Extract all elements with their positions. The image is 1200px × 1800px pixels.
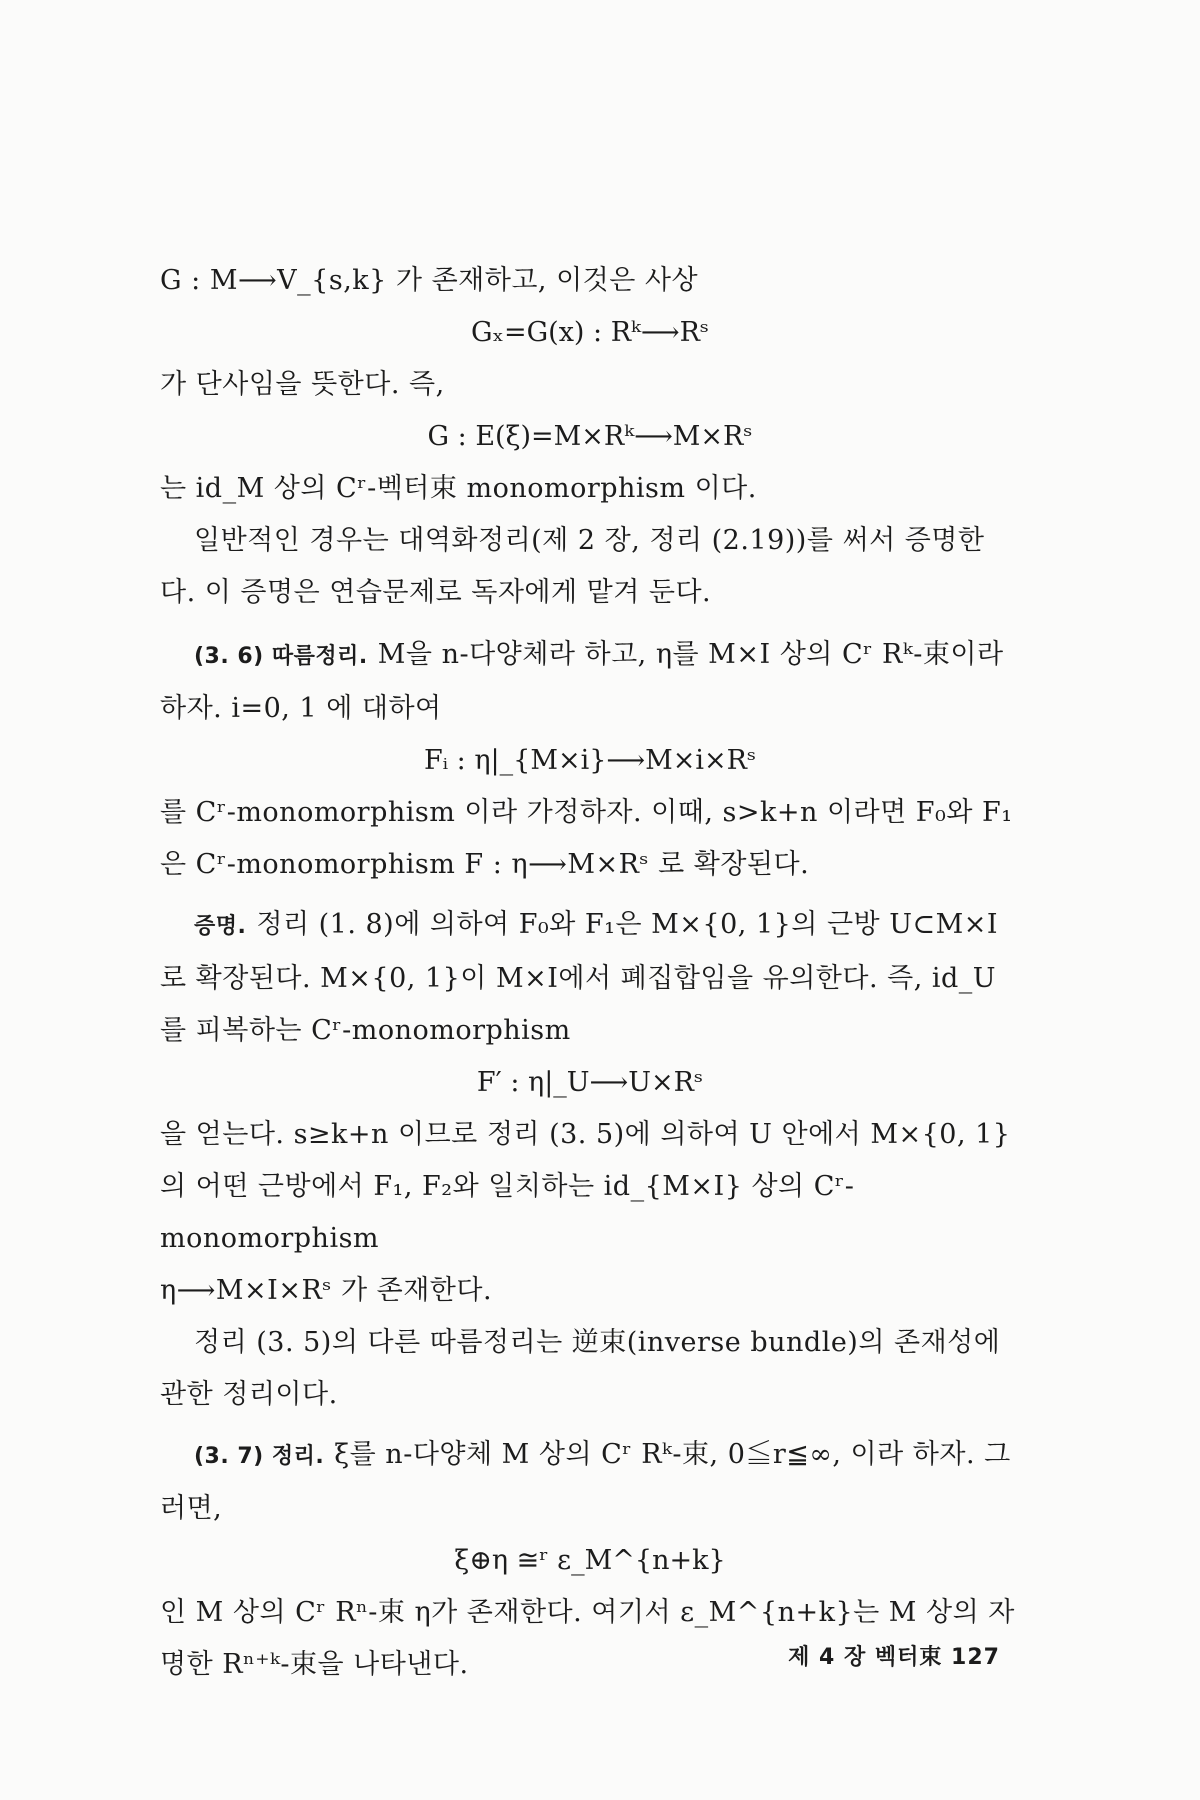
paragraph-monomorphism: 를 Cʳ-monomorphism 이라 가정하자. 이때, s>k+n 이라면 F₀와 F₁은 Cʳ-monomorphism F : η⟶M×Rˢ 로 확장된다. bbox=[160, 797, 1013, 880]
theorem-3-7-label: (3. 7) 정리. bbox=[194, 1444, 325, 1469]
equation-2: G : E(ξ)=M×Rᵏ⟶M×Rˢ bbox=[427, 421, 753, 452]
paragraph-exists: η⟶M×I×Rˢ 가 존재한다. bbox=[160, 1275, 493, 1306]
line-2: 가 단사임을 뜻한다. 즉, bbox=[160, 369, 445, 400]
proof-body: 정리 (1. 8)에 의하여 F₀와 F₁은 M×{0, 1}의 근방 U⊂M×I 로 확장된다. M×{0, 1}이 M×I에서 폐집합임을 유의한다. 즉, id_U 를 피복하는 Cʳ-monomorphism bbox=[160, 909, 999, 1046]
theorem-3-7-body: ξ를 n-다양체 M 상의 Cʳ Rᵏ-束, 0≦r≦∞, 이라 하자. 그러면, bbox=[160, 1439, 1011, 1524]
paragraph-trivial-bundle: 인 M 상의 Cʳ Rⁿ-束 η가 존재한다. 여기서 ε_M^{n+k}는 M 상의 자명한 Rⁿ⁺ᵏ-束을 나타낸다. bbox=[160, 1597, 1015, 1680]
proof-label: 증명. bbox=[194, 914, 247, 939]
line-3: 는 id_M 상의 Cʳ-벡터束 monomorphism 이다. bbox=[160, 473, 757, 504]
corollary-3-6-label: (3. 6) 따름정리. bbox=[194, 644, 368, 669]
page-footer: 제 4 장 벡터束 127 bbox=[788, 1645, 1000, 1670]
line-1: G : M⟶V_{s,k} 가 존재하고, 이것은 사상 bbox=[160, 265, 699, 296]
equation-4: F′ : η|_U⟶U×Rˢ bbox=[476, 1067, 704, 1098]
equation-3: Fᵢ : η|_{M×i}⟶M×i×Rˢ bbox=[423, 745, 757, 776]
corollary-3-6-body: M을 n-다양체라 하고, η를 M×I 상의 Cʳ Rᵏ-束이라 하자. i=0, 1 에 대하여 bbox=[160, 639, 1004, 724]
theorem-3-7 bbox=[160, 1429, 1020, 1535]
equation-5: ξ⊕η ≅ʳ ε_M^{n+k} bbox=[454, 1545, 726, 1576]
proof bbox=[160, 899, 1020, 1057]
paragraph-obtain: 을 얻는다. s≥k+n 이므로 정리 (3. 5)에 의하여 U 안에서 M×{0, 1}의 어떤 근방에서 F₁, F₂와 일치하는 id_{M×I} 상의 Cʳ-monomorphism bbox=[160, 1119, 1011, 1254]
corollary-3-6 bbox=[160, 629, 1020, 735]
paragraph-inverse-bundle: 정리 (3. 5)의 다른 따름정리는 逆束(inverse bundle)의 존재성에 관한 정리이다. bbox=[160, 1327, 1001, 1410]
text-block bbox=[160, 255, 1020, 1691]
equation-1: Gₓ=G(x) : Rᵏ⟶Rˢ bbox=[470, 317, 710, 348]
paragraph-general-case: 일반적인 경우는 대역화정리(제 2 장, 정리 (2.19))를 써서 증명한다. 이 증명은 연습문제로 독자에게 맡겨 둔다. bbox=[160, 525, 985, 608]
